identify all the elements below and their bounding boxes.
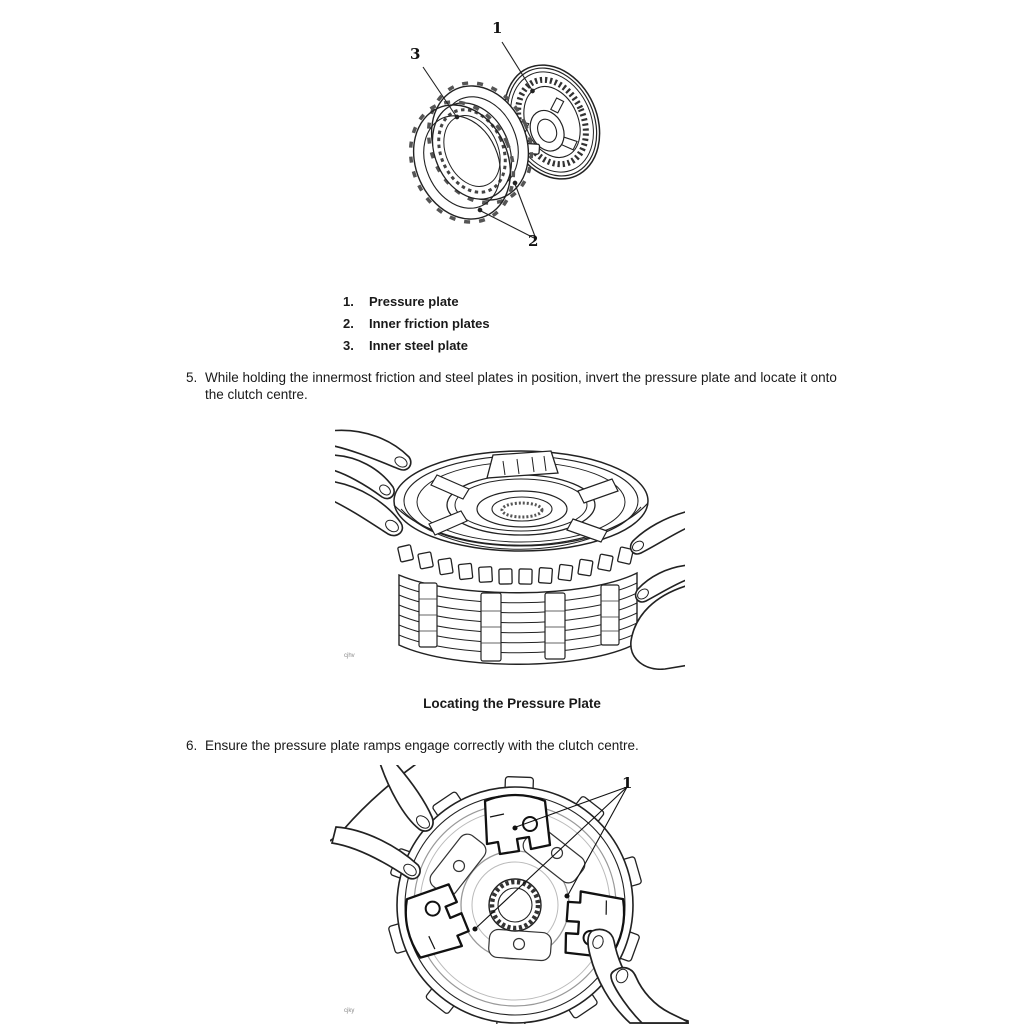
left-hand-drawing [335,430,411,535]
figure-caption: Locating the Pressure Plate [423,696,601,711]
pressure-plate-ramps-art [330,765,710,1024]
parts-legend [343,291,490,357]
locating-pressure-plate-art [335,415,685,670]
callout-2-friction-plates: 2 [528,232,539,250]
legend-label: Inner steel plate [369,338,468,353]
legend-item-pressure-plate [343,291,490,313]
step-6 [186,737,847,754]
step-number: 5. [186,370,198,385]
legend-number: 2. [343,316,354,331]
legend-item-steel-plate [343,335,490,357]
legend-number: 3. [343,338,354,353]
centre-spline-drawing [489,879,541,931]
figure-code: cjhv [344,653,355,659]
step-text: While holding the innermost friction and steel plates in position, invert the pressure plate and locate it onto the clutch centre. [205,370,837,402]
step-number: 6. [186,738,198,753]
step-5 [186,369,847,403]
exploded-clutch-diagram [380,10,670,275]
legend-label: Pressure plate [369,294,459,309]
callout-3-steel-plate: 3 [410,45,421,63]
figure-code: cjky [344,1008,355,1014]
legend-label: Inner friction plates [369,316,490,331]
pressure-plate-ramps-figure [330,765,710,1024]
step-text: Ensure the pressure plate ramps engage correctly with the clutch centre. [205,738,639,753]
callout-1-pressure-plate: 1 [492,19,503,37]
pressure-plate-top-drawing [394,451,648,551]
legend-item-friction-plates [343,313,490,335]
clutch-plate-stack-drawing [399,573,637,664]
legend-number: 1. [343,294,354,309]
locating-pressure-plate-figure [335,415,685,670]
right-hand-drawing [631,511,685,669]
right-hand-drawing [588,929,688,1023]
callout-1-ramps: 1 [622,774,633,792]
exploded-clutch-art [380,10,670,275]
